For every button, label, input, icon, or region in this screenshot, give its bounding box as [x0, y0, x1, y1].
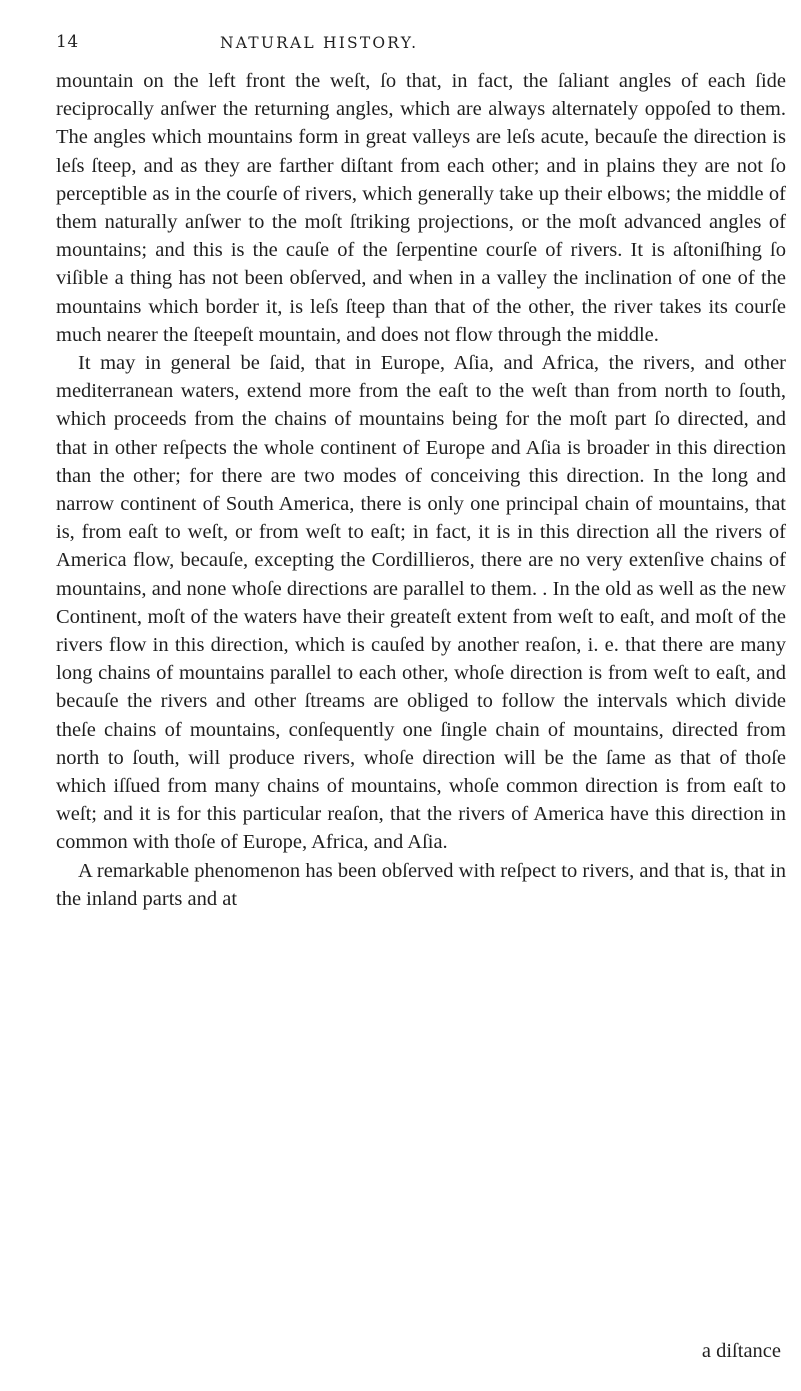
- paragraph-2: It may in general be ſaid, that in Europe, Aſia, and Africa, the rivers, and other mediterranean waters, extend more from the eaſt to the weſt than from north to ſouth, which proceeds from the chains of mountains being for the moſt part ſo directed, and that in other reſpects the whole continent of Europe and Aſia is broader in this direction than the other; for there are two modes of conceiving this direction. In the long and narrow continent of South America, there is only one principal chain of mountains, that is, from eaſt to weſt, or from weſt to eaſt; in fact, it is in this direction all the rivers of America flow, becauſe, excepting the Cordillieros, there are no very extenſive chains of mountains, and none whoſe directions are parallel to them. . In the old as well as the new Continent, moſt of the waters have their greateſt extent from weſt to eaſt, and moſt of the rivers flow in this direction, which is cauſed by another reaſon, i. e. that there are many long chains of mountains parallel to each other, whoſe direction is from weſt to eaſt, and becauſe the rivers and other ſtreams are obliged to follow the intervals which divide theſe chains of mountains, conſequently one ſingle chain of mountains, directed from north to ſouth, will produce rivers, whoſe direction will be the ſame as that of thoſe which iſſued from many chains of mountains, whoſe common direction is from eaſt to weſt; and it is for this particular reaſon, that the rivers of America have this direction in common with thoſe of Europe, Africa, and Aſia.: [56, 352, 786, 854]
- catchword: a diſtance: [701, 1340, 781, 1362]
- page-header: [56, 32, 786, 62]
- page-number: 14: [56, 32, 79, 52]
- body-text: [56, 67, 786, 913]
- paragraph-1: mountain on the left front the weſt, ſo that, in fact, the ſaliant angles of each ſide reciprocally anſwer the returning angles, which are always alternately oppoſed to them. The angles which mountains form in great valleys are leſs acute, becauſe the direction is leſs ſteep, and as they are farther diſtant from each other; and in plains they are not ſo perceptible as in the courſe of rivers, which generally take up their elbows; the middle of them naturally anſwer to the moſt ſtriking projections, or the moſt advanced angles of mountains; and this is the cauſe of the ſerpentine courſe of rivers. It is aſtoniſhing ſo viſible a thing has not been obſerved, and when in a valley the inclination of one of the mountains which border it, is leſs ſteep than that of the other, the river takes its courſe much nearer the ſteepeſt mountain, and does not flow through the middle.: [56, 70, 786, 346]
- running-head: NATURAL HISTORY.: [220, 34, 419, 52]
- paragraph-3: A remarkable phenomenon has been obſerved with reſpect to rivers, and that is, that in the inland parts and at: [56, 859, 786, 910]
